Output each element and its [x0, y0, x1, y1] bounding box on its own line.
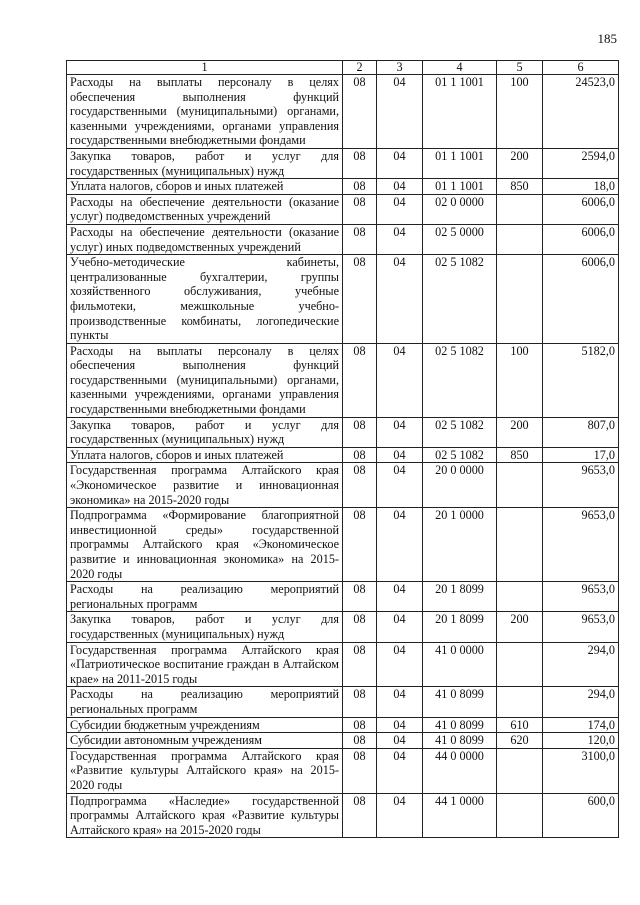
- target-item-code: 41 0 8099: [423, 733, 497, 749]
- target-item-code: 20 0 0000: [423, 463, 497, 508]
- amount: 9653,0: [543, 463, 619, 508]
- target-item-code: 01 1 1001: [423, 148, 497, 178]
- expense-type-code: [497, 687, 543, 717]
- row-name: Уплата налогов, сборов и иных платежей: [67, 179, 343, 195]
- table-row: [67, 255, 619, 344]
- table-row: [67, 463, 619, 508]
- amount: 174,0: [543, 717, 619, 733]
- header-col-3: 3: [377, 61, 423, 75]
- subsection-code: 04: [377, 748, 423, 793]
- section-code: 08: [343, 343, 377, 417]
- row-name: Субсидии автономным учреждениям: [67, 733, 343, 749]
- amount: 24523,0: [543, 75, 619, 149]
- subsection-code: 04: [377, 717, 423, 733]
- header-col-1: 1: [67, 61, 343, 75]
- subsection-code: 04: [377, 463, 423, 508]
- row-name: Расходы на реализацию мероприятий региональных программ: [67, 582, 343, 612]
- target-item-code: 41 0 8099: [423, 717, 497, 733]
- amount: 9653,0: [543, 582, 619, 612]
- header-col-2: 2: [343, 61, 377, 75]
- section-code: 08: [343, 642, 377, 687]
- table-row: [67, 343, 619, 417]
- amount: 294,0: [543, 687, 619, 717]
- target-item-code: 02 5 1082: [423, 447, 497, 463]
- row-name: Субсидии бюджетным учреждениям: [67, 717, 343, 733]
- subsection-code: 04: [377, 179, 423, 195]
- section-code: 08: [343, 224, 377, 254]
- table-row: [67, 224, 619, 254]
- amount: 17,0: [543, 447, 619, 463]
- table-row: [67, 508, 619, 582]
- row-name: Расходы на обеспечение деятельности (оказание услуг) иных подведомственных учреждений: [67, 224, 343, 254]
- section-code: 08: [343, 255, 377, 344]
- subsection-code: 04: [377, 75, 423, 149]
- page-number: 185: [597, 31, 617, 46]
- row-name: Государственная программа Алтайского края «Патриотическое воспитание граждан в Алтайском крае» на 2011-2015 годы: [67, 642, 343, 687]
- expense-type-code: 200: [497, 612, 543, 642]
- target-item-code: 41 0 8099: [423, 687, 497, 717]
- section-code: 08: [343, 417, 377, 447]
- subsection-code: 04: [377, 224, 423, 254]
- subsection-code: 04: [377, 612, 423, 642]
- section-code: 08: [343, 179, 377, 195]
- row-name: Учебно-методические кабинеты, централизованные бухгалтерии, группы хозяйственного обслуживания, учебные фильмотеки, межшкольные учебно-производственные комбинаты, логопедические пункты: [67, 255, 343, 344]
- amount: 2594,0: [543, 148, 619, 178]
- subsection-code: 04: [377, 417, 423, 447]
- subsection-code: 04: [377, 642, 423, 687]
- table-row: [67, 417, 619, 447]
- amount: 9653,0: [543, 612, 619, 642]
- expense-type-code: [497, 508, 543, 582]
- target-item-code: 44 1 0000: [423, 793, 497, 838]
- subsection-code: 04: [377, 733, 423, 749]
- target-item-code: 02 5 1082: [423, 417, 497, 447]
- target-item-code: 44 0 0000: [423, 748, 497, 793]
- table-row: [67, 687, 619, 717]
- section-code: 08: [343, 612, 377, 642]
- table-row: [67, 447, 619, 463]
- row-name: Подпрограмма «Формирование благоприятной инвестиционной среды» государственной программы Алтайского края «Экономическое развитие и инновационная экономика» на 2015-2020 годы: [67, 508, 343, 582]
- amount: 6006,0: [543, 255, 619, 344]
- section-code: 08: [343, 508, 377, 582]
- section-code: 08: [343, 793, 377, 838]
- row-name: Расходы на реализацию мероприятий региональных программ: [67, 687, 343, 717]
- section-code: 08: [343, 463, 377, 508]
- table-row: [67, 148, 619, 178]
- section-code: 08: [343, 717, 377, 733]
- expense-type-code: [497, 793, 543, 838]
- target-item-code: 02 0 0000: [423, 194, 497, 224]
- section-code: 08: [343, 194, 377, 224]
- subsection-code: 04: [377, 793, 423, 838]
- expense-type-code: [497, 224, 543, 254]
- table-row: [67, 612, 619, 642]
- expense-type-code: [497, 463, 543, 508]
- expense-type-code: 850: [497, 447, 543, 463]
- expense-type-code: 100: [497, 75, 543, 149]
- subsection-code: 04: [377, 447, 423, 463]
- subsection-code: 04: [377, 687, 423, 717]
- row-name: Расходы на обеспечение деятельности (оказание услуг) подведомственных учреждений: [67, 194, 343, 224]
- expense-type-code: [497, 582, 543, 612]
- section-code: 08: [343, 687, 377, 717]
- row-name: Государственная программа Алтайского края «Развитие культуры Алтайского края» на 2015-2020 годы: [67, 748, 343, 793]
- subsection-code: 04: [377, 148, 423, 178]
- header-col-5: 5: [497, 61, 543, 75]
- header-col-6: 6: [543, 61, 619, 75]
- amount: 294,0: [543, 642, 619, 687]
- row-name: Закупка товаров, работ и услуг для государственных (муниципальных) нужд: [67, 612, 343, 642]
- table-header-row: [67, 61, 619, 75]
- table-row: [67, 642, 619, 687]
- target-item-code: 02 5 1082: [423, 343, 497, 417]
- subsection-code: 04: [377, 582, 423, 612]
- expense-type-code: [497, 194, 543, 224]
- amount: 18,0: [543, 179, 619, 195]
- amount: 6006,0: [543, 224, 619, 254]
- section-code: 08: [343, 733, 377, 749]
- section-code: 08: [343, 148, 377, 178]
- section-code: 08: [343, 582, 377, 612]
- amount: 3100,0: [543, 748, 619, 793]
- amount: 807,0: [543, 417, 619, 447]
- target-item-code: 20 1 8099: [423, 582, 497, 612]
- table-row: [67, 179, 619, 195]
- target-item-code: 02 5 0000: [423, 224, 497, 254]
- subsection-code: 04: [377, 194, 423, 224]
- subsection-code: 04: [377, 343, 423, 417]
- row-name: Государственная программа Алтайского края «Экономическое развитие и инновационная экономика» на 2015-2020 годы: [67, 463, 343, 508]
- expense-type-code: 200: [497, 417, 543, 447]
- row-name: Уплата налогов, сборов и иных платежей: [67, 447, 343, 463]
- target-item-code: 02 5 1082: [423, 255, 497, 344]
- amount: 600,0: [543, 793, 619, 838]
- expense-type-code: 200: [497, 148, 543, 178]
- table-body: [67, 75, 619, 838]
- target-item-code: 01 1 1001: [423, 179, 497, 195]
- expense-type-code: 850: [497, 179, 543, 195]
- table-row: [67, 582, 619, 612]
- section-code: 08: [343, 447, 377, 463]
- section-code: 08: [343, 748, 377, 793]
- header-col-4: 4: [423, 61, 497, 75]
- row-name: Закупка товаров, работ и услуг для государственных (муниципальных) нужд: [67, 148, 343, 178]
- table-row: [67, 793, 619, 838]
- expense-type-code: 610: [497, 717, 543, 733]
- expense-type-code: [497, 748, 543, 793]
- subsection-code: 04: [377, 508, 423, 582]
- section-code: 08: [343, 75, 377, 149]
- target-item-code: 20 1 8099: [423, 612, 497, 642]
- expense-type-code: 100: [497, 343, 543, 417]
- row-name: Расходы на выплаты персоналу в целях обеспечения выполнения функций государственными (муниципальными) органами, казенными учреждениями, органами управления государственными внебюджетными фондами: [67, 343, 343, 417]
- amount: 120,0: [543, 733, 619, 749]
- expense-type-code: [497, 642, 543, 687]
- budget-table: [66, 60, 619, 838]
- amount: 5182,0: [543, 343, 619, 417]
- table-row: [67, 194, 619, 224]
- row-name: Закупка товаров, работ и услуг для государственных (муниципальных) нужд: [67, 417, 343, 447]
- row-name: Подпрограмма «Наследие» государственной программы Алтайского края «Развитие культуры Алтайского края» на 2015-2020 годы: [67, 793, 343, 838]
- expense-type-code: 620: [497, 733, 543, 749]
- subsection-code: 04: [377, 255, 423, 344]
- table-row: [67, 748, 619, 793]
- table-row: [67, 717, 619, 733]
- target-item-code: 20 1 0000: [423, 508, 497, 582]
- table-row: [67, 75, 619, 149]
- amount: 6006,0: [543, 194, 619, 224]
- row-name: Расходы на выплаты персоналу в целях обеспечения выполнения функций государственными (муниципальными) органами, казенными учреждениями, органами управления государственными внебюджетными фондами: [67, 75, 343, 149]
- table-row: [67, 733, 619, 749]
- target-item-code: 41 0 0000: [423, 642, 497, 687]
- expense-type-code: [497, 255, 543, 344]
- amount: 9653,0: [543, 508, 619, 582]
- target-item-code: 01 1 1001: [423, 75, 497, 149]
